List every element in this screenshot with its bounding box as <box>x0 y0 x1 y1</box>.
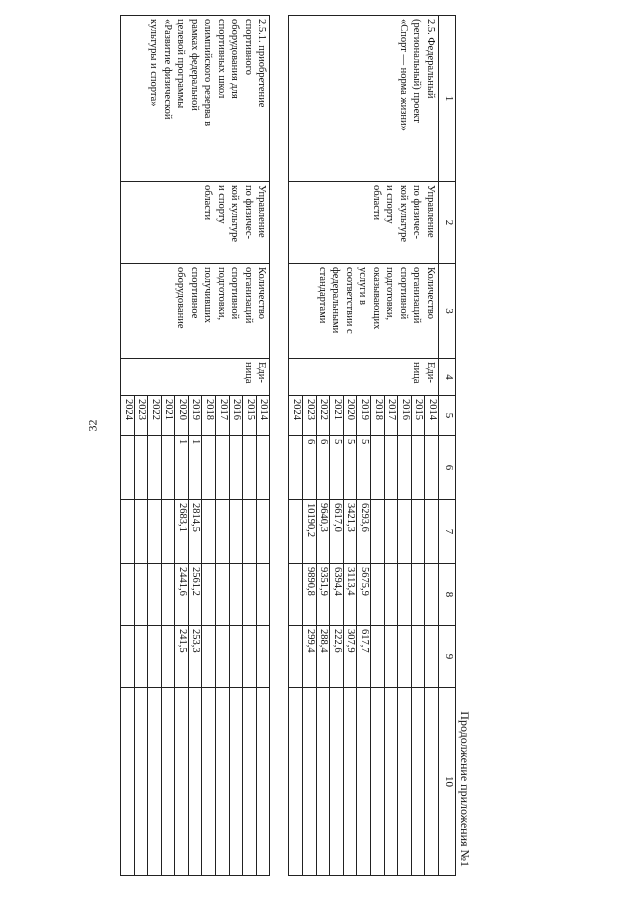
total-funding-cell <box>134 500 148 564</box>
total-funding-cell <box>120 500 134 564</box>
regional-funding-cell <box>398 626 412 688</box>
federal-funding-cell: 3113,4 <box>343 564 357 626</box>
regional-funding-cell: 307,9 <box>343 626 357 688</box>
year-cell: 2020 <box>343 396 357 436</box>
federal-funding-cell: 5675,9 <box>357 564 371 626</box>
column-9-cell <box>175 688 189 876</box>
year-cell: 2016 <box>229 396 243 436</box>
federal-funding-cell <box>120 564 134 626</box>
column-9-cell <box>398 688 412 876</box>
column-9-cell <box>343 688 357 876</box>
year-cell: 2017 <box>384 396 398 436</box>
indicator-value-cell <box>202 436 216 500</box>
indicator-cell <box>120 264 270 359</box>
federal-funding-cell <box>289 564 303 626</box>
regional-funding-cell: 617,7 <box>357 626 371 688</box>
column-header-5: 5 <box>439 396 456 436</box>
indicator-value-cell: 1 <box>175 436 189 500</box>
year-cell: 2018 <box>371 396 385 436</box>
indicator-value-cell <box>216 436 230 500</box>
regional-funding-cell <box>289 626 303 688</box>
regional-funding-cell: 222,6 <box>330 626 344 688</box>
total-funding-cell <box>398 500 412 564</box>
column-9-cell <box>357 688 371 876</box>
regional-funding-cell <box>202 626 216 688</box>
appendix-caption: Продолжение приложения №1 <box>458 711 472 867</box>
indicator-cell <box>289 264 439 359</box>
unit-cell <box>289 359 439 396</box>
regional-funding-cell <box>134 626 148 688</box>
column-header-8: 8 <box>439 564 456 626</box>
indicator-value-cell <box>229 436 243 500</box>
indicator-cell-text: Количество организаций спортивной подготовки, получивших спортивное оборудование <box>175 267 268 329</box>
column-9-cell <box>120 688 134 876</box>
indicator-value-cell <box>411 436 425 500</box>
regional-funding-cell: 241,5 <box>175 626 189 688</box>
executor-cell-text: Управление по физичес- кой культуре и спорту области <box>202 185 268 243</box>
indicator-value-cell: 5 <box>330 436 344 500</box>
total-funding-cell <box>411 500 425 564</box>
year-cell: 2022 <box>316 396 330 436</box>
executor-cell <box>120 182 270 264</box>
indicator-value-cell <box>161 436 175 500</box>
regional-funding-cell: 288,4 <box>316 626 330 688</box>
indicator-value-cell <box>243 436 257 500</box>
unit-cell-text: Еди- ница <box>411 362 436 384</box>
total-funding-cell <box>161 500 175 564</box>
regional-funding-cell <box>229 626 243 688</box>
indicator-value-cell <box>289 436 303 500</box>
column-9-cell <box>243 688 257 876</box>
column-9-cell <box>148 688 162 876</box>
year-cell: 2021 <box>330 396 344 436</box>
indicator-value-cell <box>398 436 412 500</box>
column-9-cell <box>371 688 385 876</box>
indicator-value-cell <box>371 436 385 500</box>
regional-funding-cell <box>256 626 270 688</box>
year-cell: 2016 <box>398 396 412 436</box>
total-funding-cell: 2683,1 <box>175 500 189 564</box>
regional-funding-cell: 253,3 <box>188 626 202 688</box>
year-cell: 2023 <box>303 396 317 436</box>
year-cell: 2017 <box>216 396 230 436</box>
federal-funding-cell <box>384 564 398 626</box>
indicator-value-cell: 5 <box>357 436 371 500</box>
federal-funding-cell <box>229 564 243 626</box>
total-funding-cell <box>384 500 398 564</box>
year-cell: 2019 <box>188 396 202 436</box>
column-9-cell <box>330 688 344 876</box>
federal-funding-cell: 6394,4 <box>330 564 344 626</box>
year-cell: 2015 <box>243 396 257 436</box>
table-body <box>120 16 438 876</box>
column-9-cell <box>188 688 202 876</box>
column-header-6: 6 <box>439 436 456 500</box>
year-cell: 2019 <box>357 396 371 436</box>
regional-funding-cell <box>148 626 162 688</box>
federal-funding-cell: 2561,2 <box>188 564 202 626</box>
federal-funding-cell <box>134 564 148 626</box>
column-9-cell <box>289 688 303 876</box>
regional-funding-cell <box>243 626 257 688</box>
indicator-value-cell <box>148 436 162 500</box>
federal-funding-cell <box>398 564 412 626</box>
column-header-7: 7 <box>439 500 456 564</box>
total-funding-cell <box>229 500 243 564</box>
column-9-cell <box>256 688 270 876</box>
regional-funding-cell: 299,4 <box>303 626 317 688</box>
year-cell: 2015 <box>411 396 425 436</box>
column-header-3: 3 <box>439 264 456 359</box>
year-cell: 2020 <box>175 396 189 436</box>
federal-funding-cell: 9890,8 <box>303 564 317 626</box>
year-cell: 2014 <box>425 396 439 436</box>
column-header-9: 9 <box>439 626 456 688</box>
regional-funding-cell <box>384 626 398 688</box>
total-funding-cell <box>148 500 162 564</box>
table-row <box>256 16 270 876</box>
appendix-table <box>120 15 456 876</box>
year-cell: 2022 <box>148 396 162 436</box>
total-funding-cell <box>371 500 385 564</box>
regional-funding-cell <box>411 626 425 688</box>
column-9-cell <box>229 688 243 876</box>
indicator-value-cell: 6 <box>316 436 330 500</box>
executor-cell <box>289 182 439 264</box>
regional-funding-cell <box>425 626 439 688</box>
federal-funding-cell <box>411 564 425 626</box>
measure-name-cell-text: 2.5. Федеральный (региональный) проект «Спорт — норма жизни» <box>398 19 436 131</box>
column-header-10: 10 <box>439 688 456 876</box>
measure-name-cell <box>120 16 270 182</box>
executor-cell-text: Управление по физичес- кой культуре и спорту области <box>371 185 436 243</box>
total-funding-cell: 10190,2 <box>303 500 317 564</box>
indicator-cell-text: Количество организаций спортивной подготовки, оказывающих услуги в соответствии с федеральными стандартами <box>317 267 436 334</box>
total-funding-cell: 3421,3 <box>343 500 357 564</box>
federal-funding-cell: 9351,9 <box>316 564 330 626</box>
total-funding-cell <box>202 500 216 564</box>
column-9-cell <box>411 688 425 876</box>
federal-funding-cell <box>216 564 230 626</box>
column-header-1: 1 <box>439 16 456 182</box>
table-row <box>425 16 439 876</box>
federal-funding-cell <box>161 564 175 626</box>
total-funding-cell <box>425 500 439 564</box>
column-9-cell <box>161 688 175 876</box>
year-cell: 2018 <box>202 396 216 436</box>
column-9-cell <box>134 688 148 876</box>
indicator-value-cell <box>425 436 439 500</box>
year-cell: 2024 <box>289 396 303 436</box>
unit-cell <box>120 359 270 396</box>
rotated-sheet <box>122 15 472 875</box>
measure-name-cell-text: 2.5.1. приобретение спортивного оборудования для спортивных школ олимпийского резерва в рамках федеральной целевой программы «Развитие физической культуры и спорта» <box>148 19 268 127</box>
column-9-cell <box>303 688 317 876</box>
gap-cell <box>270 16 289 876</box>
total-funding-cell <box>216 500 230 564</box>
federal-funding-cell <box>371 564 385 626</box>
year-cell: 2023 <box>134 396 148 436</box>
total-funding-cell <box>243 500 257 564</box>
total-funding-cell <box>256 500 270 564</box>
federal-funding-cell: 2441,6 <box>175 564 189 626</box>
federal-funding-cell <box>425 564 439 626</box>
page-number: 32 <box>85 419 100 432</box>
unit-cell-text: Еди- ница <box>242 362 268 384</box>
federal-funding-cell <box>256 564 270 626</box>
indicator-value-cell: 1 <box>188 436 202 500</box>
column-9-cell <box>384 688 398 876</box>
federal-funding-cell <box>202 564 216 626</box>
indicator-value-cell <box>384 436 398 500</box>
year-cell: 2021 <box>161 396 175 436</box>
total-funding-cell: 6293,6 <box>357 500 371 564</box>
indicator-value-cell <box>256 436 270 500</box>
total-funding-cell <box>289 500 303 564</box>
indicator-value-cell <box>120 436 134 500</box>
column-9-cell <box>316 688 330 876</box>
regional-funding-cell <box>161 626 175 688</box>
section-gap-row <box>270 16 289 876</box>
regional-funding-cell <box>120 626 134 688</box>
federal-funding-cell <box>243 564 257 626</box>
indicator-value-cell: 5 <box>343 436 357 500</box>
column-header-4: 4 <box>439 359 456 396</box>
total-funding-cell: 6617,0 <box>330 500 344 564</box>
indicator-value-cell: 6 <box>303 436 317 500</box>
regional-funding-cell <box>371 626 385 688</box>
table-header-row <box>439 16 456 876</box>
measure-name-cell <box>289 16 439 182</box>
year-cell: 2024 <box>120 396 134 436</box>
total-funding-cell: 2814,5 <box>188 500 202 564</box>
indicator-value-cell <box>134 436 148 500</box>
total-funding-cell: 9640,3 <box>316 500 330 564</box>
column-header-2: 2 <box>439 182 456 264</box>
column-9-cell <box>216 688 230 876</box>
column-9-cell <box>425 688 439 876</box>
federal-funding-cell <box>148 564 162 626</box>
year-cell: 2014 <box>256 396 270 436</box>
regional-funding-cell <box>216 626 230 688</box>
column-9-cell <box>202 688 216 876</box>
